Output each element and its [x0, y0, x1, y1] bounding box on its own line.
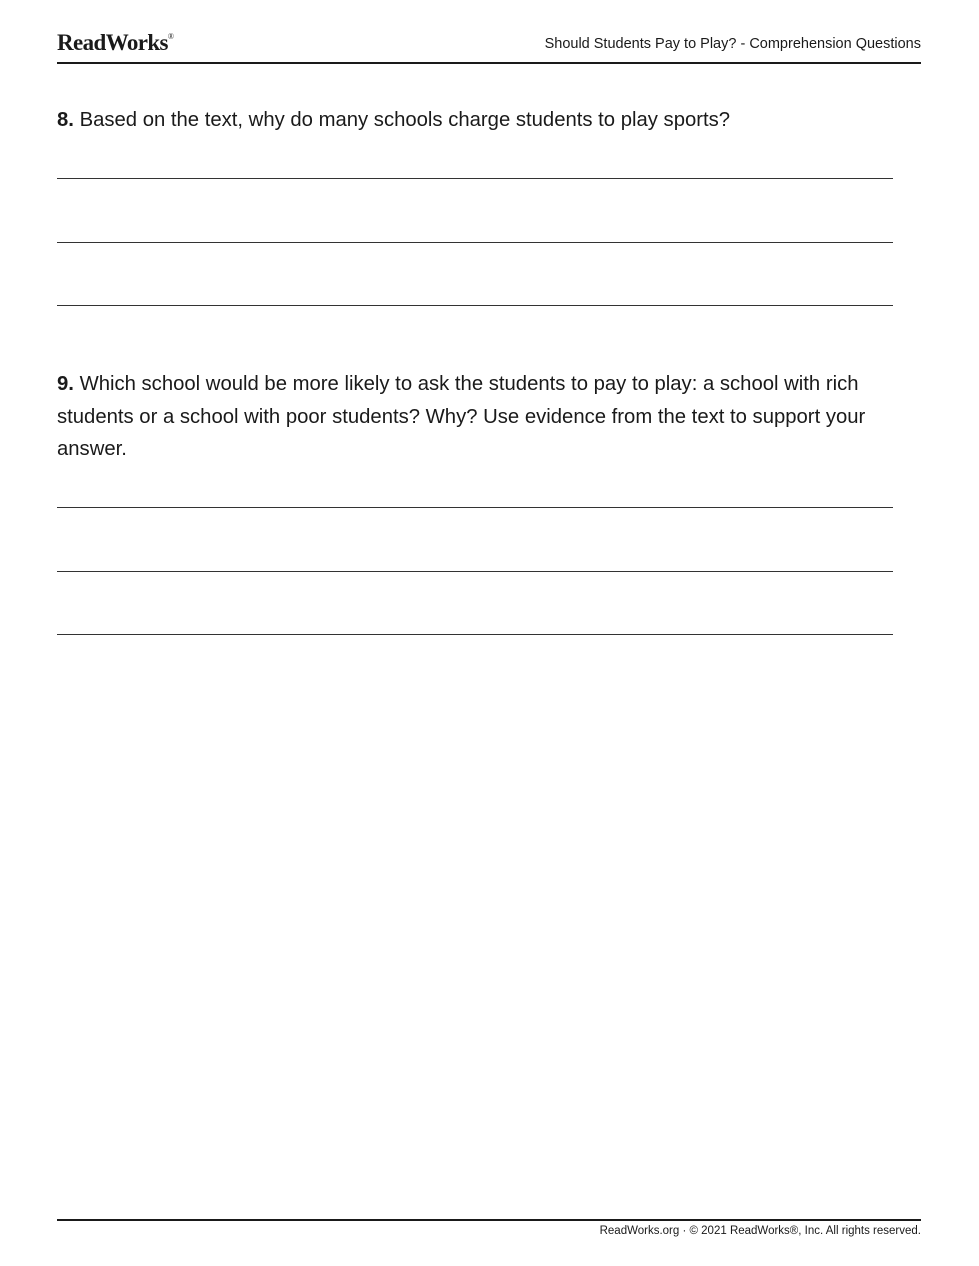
- registered-mark: ®: [167, 32, 174, 41]
- answer-line-q9-3[interactable]: [57, 634, 893, 635]
- readworks-logo: [57, 30, 174, 56]
- document-title: Should Students Pay to Play? - Comprehension Questions: [544, 36, 921, 52]
- page-header: [57, 28, 921, 64]
- footer-copyright: ReadWorks.org · © 2021 ReadWorks®, Inc. All rights reserved.: [599, 1225, 921, 1237]
- question-number: 8.: [57, 109, 74, 131]
- answer-line-q8-2[interactable]: [57, 242, 893, 243]
- question-text: Which school would be more likely to ask the students to pay to play: a school with rich students or a school with poor students? Why? Use evidence from the text to support your answer.: [57, 373, 866, 460]
- answer-line-q9-1[interactable]: [57, 507, 893, 508]
- question-number: 9.: [57, 373, 74, 395]
- question-text: Based on the text, why do many schools charge students to play sports?: [79, 109, 731, 131]
- footer-divider: [57, 1219, 921, 1221]
- answer-line-q9-2[interactable]: [57, 571, 893, 572]
- answer-line-q8-3[interactable]: [57, 305, 893, 306]
- question-9: [57, 368, 907, 466]
- logo-text: ReadWorks: [57, 30, 168, 55]
- answer-line-q8-1[interactable]: [57, 178, 893, 179]
- question-8: [57, 104, 907, 137]
